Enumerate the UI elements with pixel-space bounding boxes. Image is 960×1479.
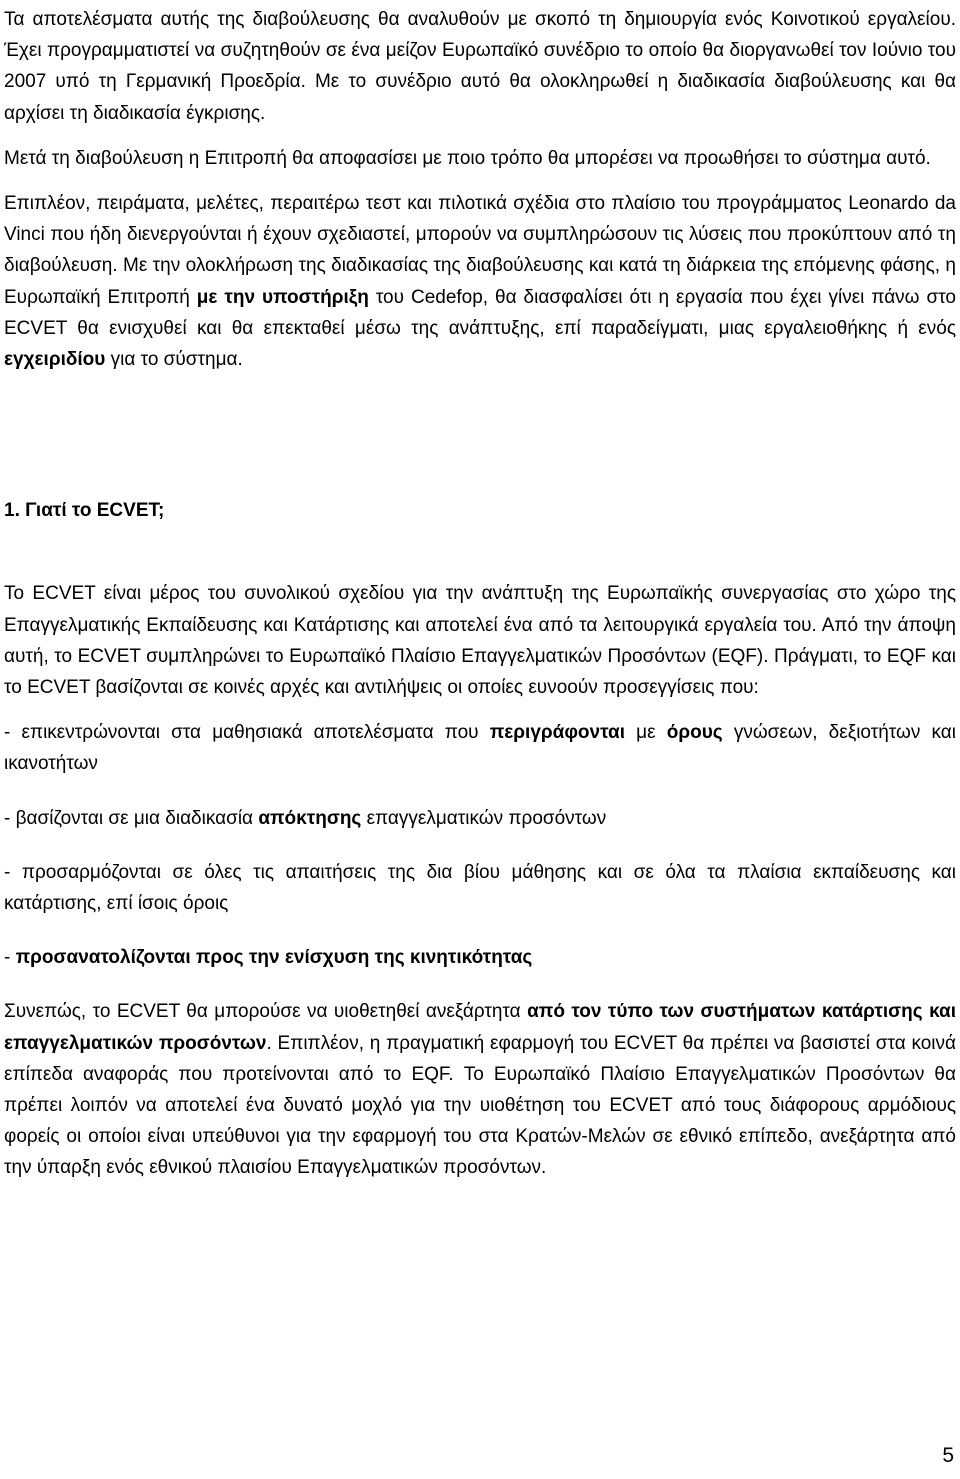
bold-text-run: από τον τύπο των συστήματων κατάρτισης και επαγγελματικών προσόντων (4, 1001, 956, 1054)
bold-text-run: εγχειριδίου (4, 349, 106, 371)
bold-text-run: με την υποστήριξη (196, 286, 369, 308)
bullet-mobility (4, 942, 956, 973)
paragraph-ecvet-overview: Το ECVET είναι μέρος του συνολικού σχεδίου για την ανάπτυξη της Ευρωπαϊκής συνεργασίας στο χώρο της Επαγγελματικής Εκπαίδευσης και Κατάρτισης και αποτελεί ένα από τα λειτουργικά εργαλεία του. Από την άποψη αυτή, το ECVET συμπληρώνει το Ευρωπαϊκό Πλαίσιο Επαγγελματικών Προσόντων (EQF). Πράγματι, το EQF και το ECVET βασίζονται σε κοινές αρχές και αντιλήψεις οι οποίες ευνοούν προσεγγίσεις που: (4, 583, 956, 699)
text-run: γνώσεων, δεξιοτήτων και ικανοτήτων (4, 722, 957, 775)
text-run: - επικεντρώνονται στα μαθησιακά αποτελέσματα που (4, 722, 490, 744)
paragraph-results-analysis: Τα αποτελέσματα αυτής της διαβούλευσης θα αναλυθούν με σκοπό τη δημιουργία ενός Κοινοτικού εργαλείου. Έχει προγραμματιστεί να συζητηθούν σε ένα μείζον Ευρωπαϊκό συνέδριο το οποίο θα διοργανωθεί τον Ιούνιο του 2007 υπό τη Γερμανική Προεδρία. Με το συνέδριο αυτό θα ολοκληρωθεί η διαδικασία διαβούλευσης και θα αρχίσει τη διαδικασία έγκρισης. (4, 9, 956, 124)
spacer (4, 919, 956, 942)
spacer (4, 375, 956, 495)
bullet-learning-outcomes (4, 717, 956, 779)
spacer (4, 703, 956, 717)
bold-text-run: απόκτησης (258, 807, 362, 829)
text-run: - (4, 947, 16, 969)
page-number: 5 (942, 1444, 954, 1467)
bold-text-run: όρους (666, 722, 723, 744)
paragraph-consequently (4, 996, 956, 1183)
bullet-acquisition-process (4, 803, 956, 834)
text-run: με (625, 722, 667, 744)
spacer (4, 834, 956, 857)
text-run: για το σύστημα. (105, 349, 243, 371)
bullet-lifelong-learning: - προσαρμόζονται σε όλες τις απαιτήσεις της δια βίου μάθησης και σε όλα τα πλαίσια εκπαίδευσης και κατάρτισης, επί ίσοις όροις (4, 861, 956, 915)
text-run: Συνεπώς, το ECVET θα μπορούσε να υιοθετηθεί ανεξάρτητα (4, 1001, 528, 1023)
text-run: - βασίζονται σε μια διαδικασία (4, 807, 259, 829)
paragraph-experiments (4, 188, 956, 375)
bold-text-run: περιγράφονται (489, 722, 625, 744)
spacer (4, 129, 956, 143)
spacer (4, 526, 956, 578)
text-run: . Επιπλέον, η πραγματική εφαρμογή του ECVET θα πρέπει να βασιστεί στα κοινά επίπεδα αναφοράς που προτείνονται από το EQF. Το Ευρωπαϊκό Πλαίσιο Επαγγελματικών Προσόντων θα πρέπει λοιπόν να αποτελεί ένα δυνατό μοχλό για την υιοθέτηση του ECVET από τους διάφορους αρμόδιους φορείς οι οποίοι είναι υπεύθυνοι για την εφαρμογή του στα Κρατών-Μελών σε εθνικό επίπεδο, ανεξάρτητα από την ύπαρξη ενός εθνικού πλαισίου Επαγγελματικών προσόντων. (4, 1032, 956, 1179)
bold-text-run: προσανατολίζονται προς την ενίσχυση της κινητικότητας (15, 947, 533, 969)
paragraph-after-consultation: Μετά τη διαβούλευση η Επιτροπή θα αποφασίσει με ποιο τρόπο θα μπορέσει να προωθήσει το σύστημα αυτό. (4, 147, 931, 169)
text-run: του Cedefop, θα διασφαλίσει ότι η εργασία που έχει γίνει πάνω στο ECVET θα ενισχυθεί και θα επεκταθεί μέσω της ανάπτυξης, επί παραδείγματι, μιας εργαλειοθήκης ή ενός (4, 286, 957, 339)
spacer (4, 174, 956, 188)
document-body (4, 4, 956, 1184)
text-run: Επιπλέον, πειράματα, μελέτες, περαιτέρω τεστ και πιλοτικά σχέδια στο πλαίσιο του προγράμματος Leonardo da Vinci που ήδη διενεργούνται ή έχουν σχεδιαστεί, μπορούν να συμπληρώσουν τις λύσεις που προκύπτουν από τη διαβούλευση. Με την ολοκλήρωση της διαδικασίας της διαβούλευσης και κατά τη διάρκεια της επόμενης φάσης, η Ευρωπαϊκή Επιτροπή (4, 193, 956, 308)
spacer (4, 780, 956, 803)
spacer (4, 973, 956, 996)
section-heading: 1. Γιατί το ECVET; (4, 500, 165, 522)
text-run: επαγγελματικών προσόντων (361, 807, 607, 829)
